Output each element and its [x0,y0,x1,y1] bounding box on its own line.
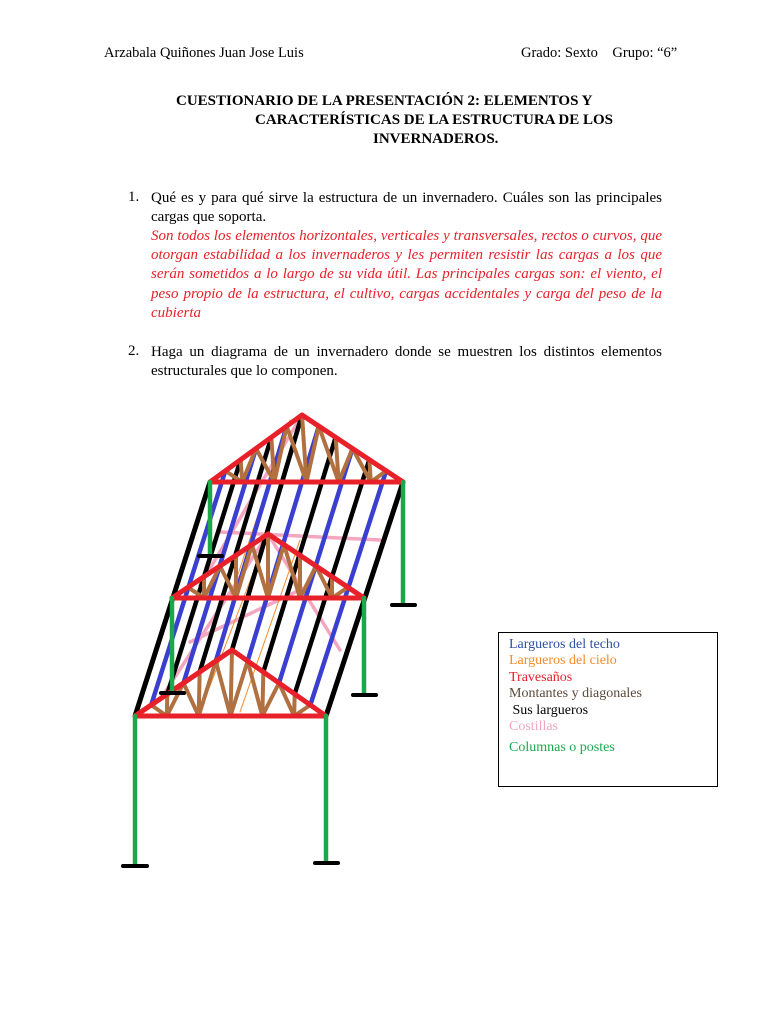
top-chord-right [268,534,364,598]
top-chord-left [172,534,268,598]
answer-1-text: Son todos los elementos horizontales, verticales y transversales, rectos o curvos, que otorgan estabilidad a los invernaderos y les permiten resistir las cargas a los que serán sometidos a lo largo de su vida útil. Las principales cargas son: el viento, el peso propio de la estructura, el cultivo, cargas accidentales y carga del peso de la cubierta [151,228,662,321]
legend-item: Sus largueros [509,702,589,718]
legend-item: Montantes y diagonales [509,686,642,702]
legend-item: Largueros del cielo [509,653,617,669]
title-line-2: CARACTERÍSTICAS DE LA ESTRUCTURA DE LOS [255,112,614,128]
question-2-text: Haga un diagrama de un invernadero donde se muestren los distintos elementos estructurales que lo componen. [151,344,662,379]
header-grade-group: Grado: Sexto Grupo: “6” [521,45,678,61]
top-chord-right [232,650,326,716]
diagram-legend [498,632,718,787]
question-1-text: Qué es y para qué sirve la estructura de un invernadero. Cuáles son las principales cargas que soporta. [151,190,662,225]
title-line-1: CUESTIONARIO DE LA PRESENTACIÓN 2: ELEMENTOS Y [176,93,593,109]
truss-diagonal [216,661,231,716]
title-line-3: INVERNADEROS. [373,131,499,147]
top-chord-left [135,650,232,716]
top-chord-right [302,415,403,482]
question-2-number: 2. [128,343,140,359]
legend-item: Columnas o postes [509,740,615,756]
header-author: Arzabala Quiñones Juan Jose Luis [104,45,304,61]
legend-item: Costillas [509,719,559,735]
legend-item: Largueros del techo [509,637,620,652]
question-1-number: 1. [128,189,140,205]
truss-diagonal [184,683,199,716]
truss-diagonal [268,545,284,598]
legend-item: Travesaños [509,669,573,685]
top-chord-left [210,415,302,482]
